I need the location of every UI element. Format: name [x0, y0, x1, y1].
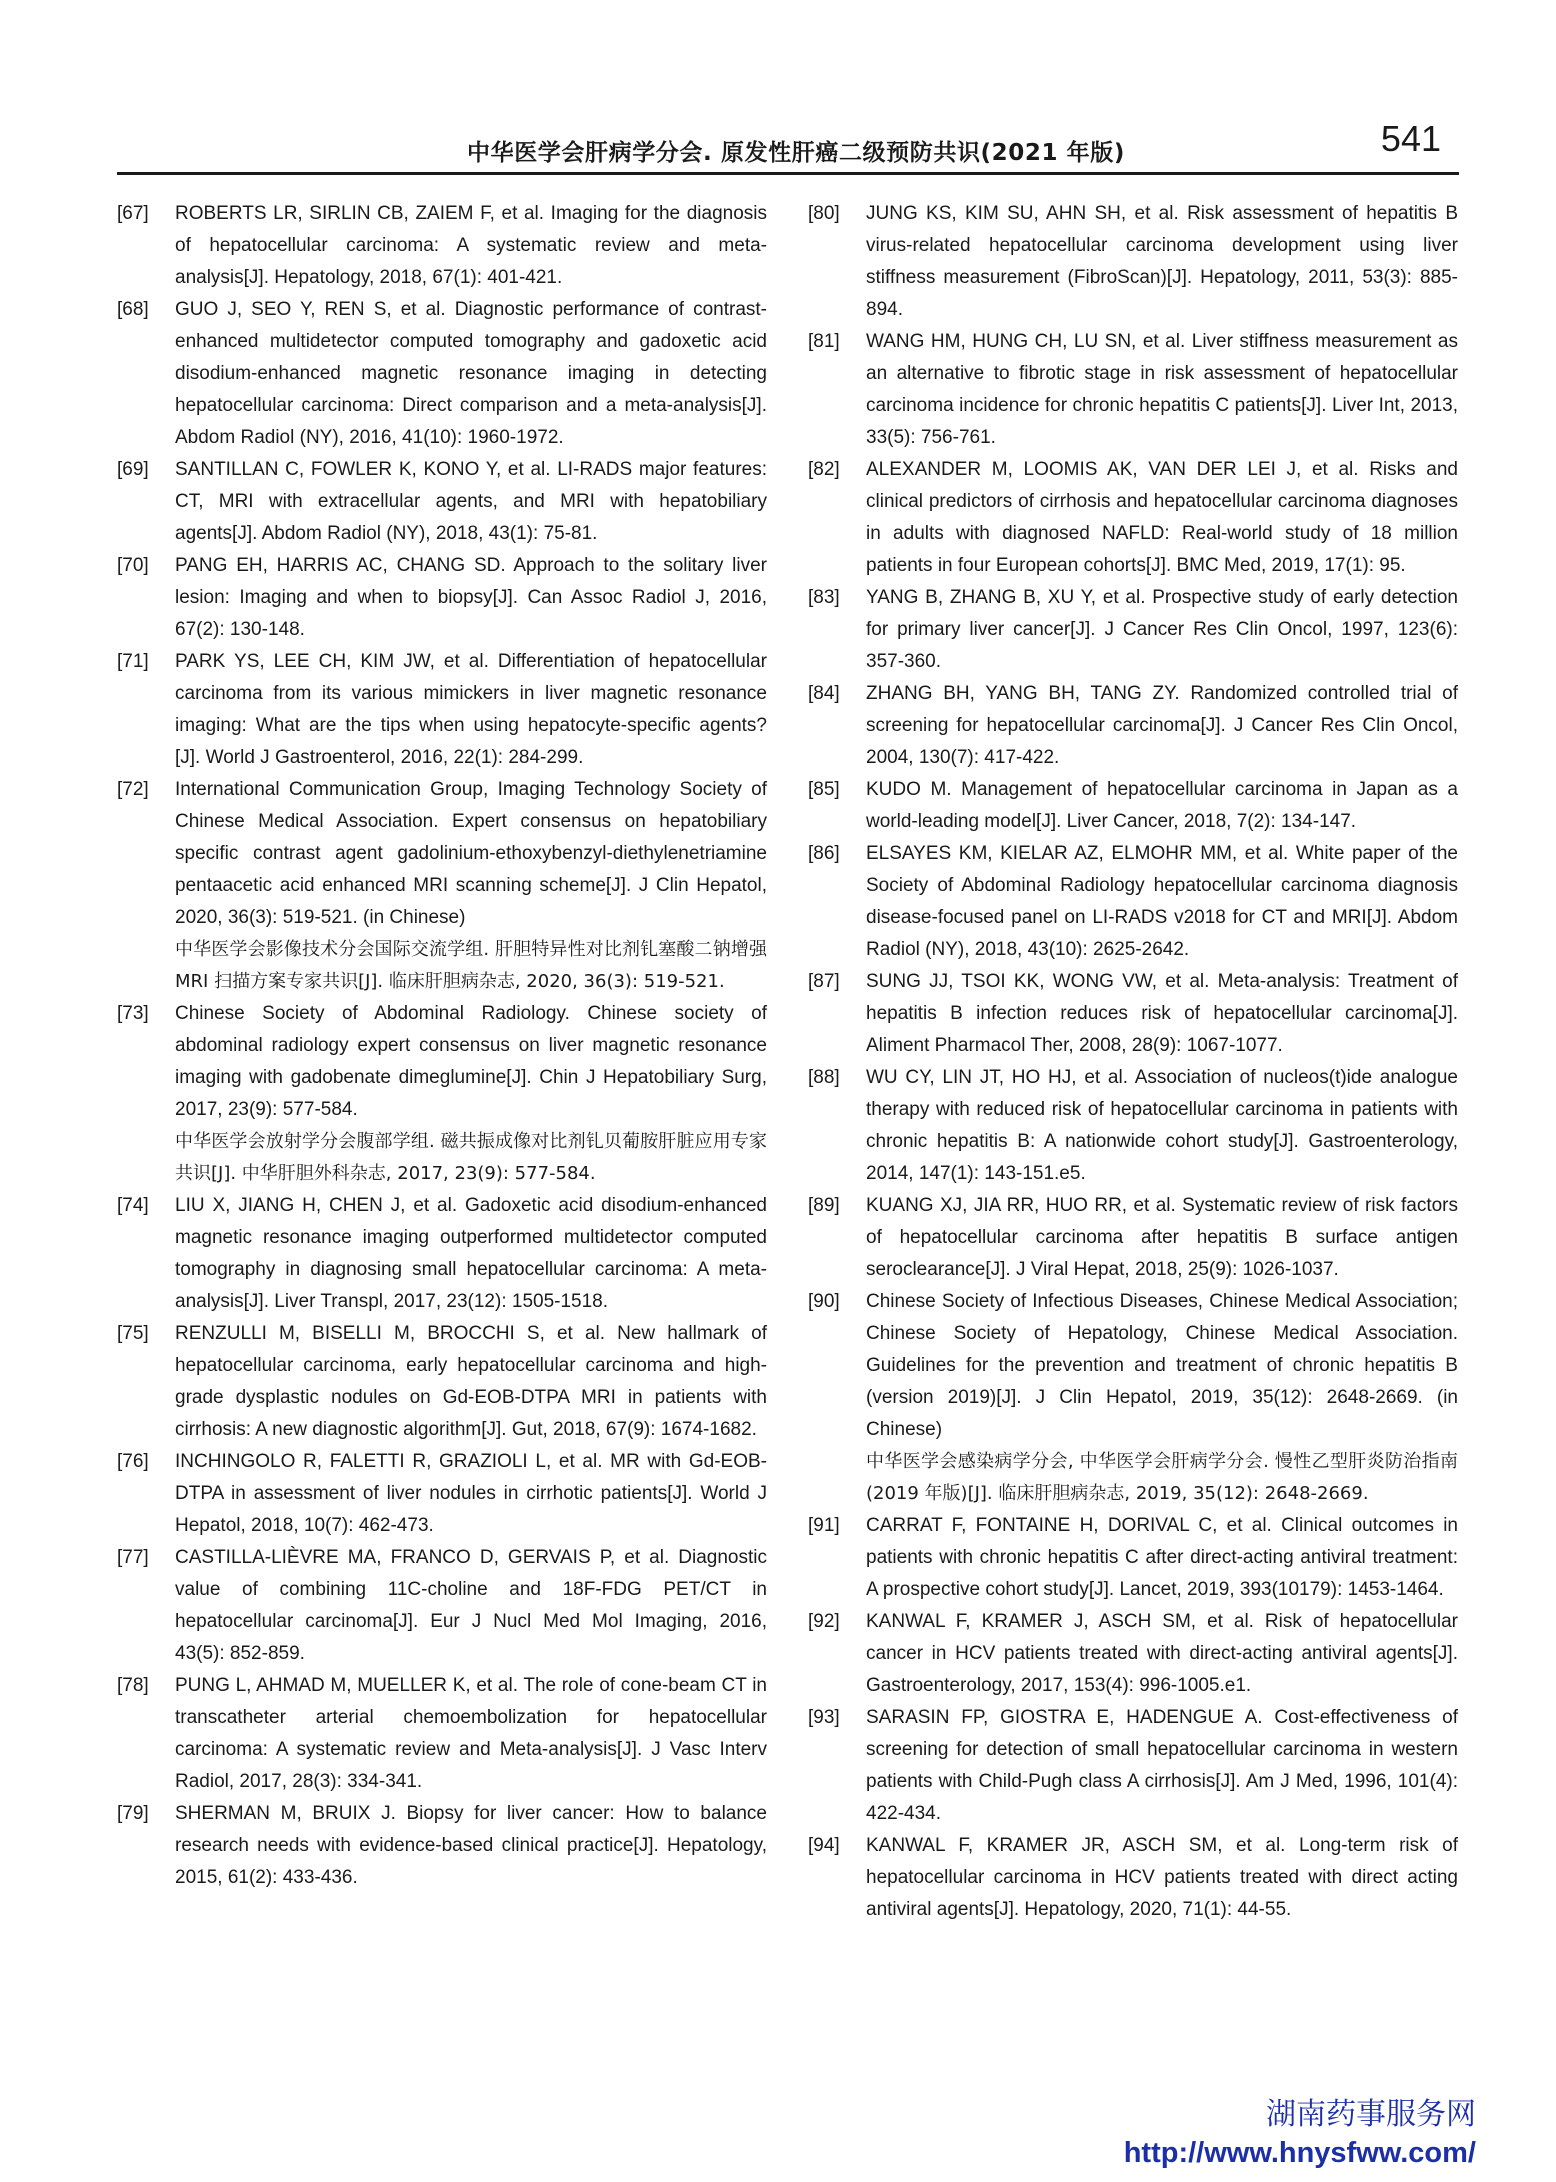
watermark-url[interactable]: http://www.hnysfww.com/ [1123, 2137, 1476, 2169]
reference-text: International Communication Group, Imaging Technology Society of Chinese Medical Association. Expert consensus on hepatobiliary specific contrast agent gadolinium-ethoxybenzyl-diethylenetriamine pentaacetic acid enhanced MRI scanning scheme[J]. J Clin Hepatol, 2020, 36(3): 519-521. (in Chinese) [175, 779, 767, 928]
reference-entry [117, 550, 767, 646]
reference-number: [92] [808, 1611, 840, 1632]
reference-entry [117, 998, 767, 1190]
reference-entry [117, 646, 767, 774]
reference-number: [82] [808, 459, 840, 480]
reference-chinese-text: 中华医学会放射学分会腹部学组. 磁共振成像对比剂钆贝葡胺肝脏应用专家共识[J]. 中华肝胆外科杂志, 2017, 23(9): 577-584. [175, 1131, 767, 1184]
watermark-site-name: 湖南药事服务网 [1266, 2097, 1476, 2132]
reference-text: LIU X, JIANG H, CHEN J, et al. Gadoxetic acid disodium-enhanced magnetic resonance imaging outperformed multidetector computed tomography in diagnosing small hepatocellular carcinoma: A meta-analysis[J]. Liver Transpl, 2017, 23(12): 1505-1518. [175, 1195, 767, 1312]
reference-number: [84] [808, 683, 840, 704]
reference-number: [78] [117, 1675, 149, 1696]
header-rule [117, 172, 1459, 175]
reference-number: [81] [808, 331, 840, 352]
reference-number: [87] [808, 971, 840, 992]
reference-entry [808, 1510, 1458, 1606]
reference-entry [117, 198, 767, 294]
reference-number: [85] [808, 779, 840, 800]
reference-text: SARASIN FP, GIOSTRA E, HADENGUE A. Cost-effectiveness of screening for detection of small hepatocellular carcinoma in western patients with Child-Pugh class A cirrhosis[J]. Am J Med, 1996, 101(4): 422-434. [866, 1707, 1458, 1824]
reference-number: [79] [117, 1803, 149, 1824]
reference-text: ALEXANDER M, LOOMIS AK, VAN DER LEI J, et al. Risks and clinical predictors of cirrhosis and hepatocellular carcinoma diagnoses in adults with diagnosed NAFLD: Real-world study of 18 million patients in four European cohorts[J]. BMC Med, 2019, 17(1): 95. [866, 459, 1458, 576]
reference-number: [80] [808, 203, 840, 224]
reference-text: YANG B, ZHANG B, XU Y, et al. Prospective study of early detection for primary liver cancer[J]. J Cancer Res Clin Oncol, 1997, 123(6): 357-360. [866, 587, 1458, 672]
reference-text: SUNG JJ, TSOI KK, WONG VW, et al. Meta-analysis: Treatment of hepatitis B infection reduces risk of hepatocellular carcinoma[J]. Aliment Pharmacol Ther, 2008, 28(9): 1067-1077. [866, 971, 1458, 1056]
reference-number: [77] [117, 1547, 149, 1568]
reference-entry [808, 326, 1458, 454]
reference-entry [808, 1702, 1458, 1830]
reference-text: CARRAT F, FONTAINE H, DORIVAL C, et al. Clinical outcomes in patients with chronic hepatitis C after direct-acting antiviral treatment: A prospective cohort study[J]. Lancet, 2019, 393(10179): 1453-1464. [866, 1515, 1458, 1600]
reference-text: INCHINGOLO R, FALETTI R, GRAZIOLI L, et al. MR with Gd-EOB-DTPA in assessment of liver nodules in cirrhotic patients[J]. World J Hepatol, 2018, 10(7): 462-473. [175, 1451, 767, 1536]
reference-text: GUO J, SEO Y, REN S, et al. Diagnostic performance of contrast-enhanced multidetector computed tomography and gadoxetic acid disodium-enhanced magnetic resonance imaging in detecting hepatocellular carcinoma: Direct comparison and a meta-analysis[J]. Abdom Radiol (NY), 2016, 41(10): 1960-1972. [175, 299, 767, 448]
reference-text: WANG HM, HUNG CH, LU SN, et al. Liver stiffness measurement as an alternative to fibrotic stage in risk assessment of hepatocellular carcinoma incidence for chronic hepatitis C patients[J]. Liver Int, 2013, 33(5): 756-761. [866, 331, 1458, 448]
reference-number: [91] [808, 1515, 840, 1536]
reference-text: SHERMAN M, BRUIX J. Biopsy for liver cancer: How to balance research needs with evidence-based clinical practice[J]. Hepatology, 2015, 61(2): 433-436. [175, 1803, 767, 1888]
reference-text: Chinese Society of Infectious Diseases, Chinese Medical Association; Chinese Society of Hepatology, Chinese Medical Association. Guidelines for the prevention and treatment of chronic hepatitis B (version 2019)[J]. J Clin Hepatol, 2019, 35(12): 2648-2669. (in Chinese) [866, 1291, 1458, 1440]
reference-chinese-text: 中华医学会影像技术分会国际交流学组. 肝胆特异性对比剂钆塞酸二钠增强 MRI 扫描方案专家共识[J]. 临床肝胆病杂志, 2020, 36(3): 519-521. [175, 939, 767, 992]
reference-text: PANG EH, HARRIS AC, CHANG SD. Approach to the solitary liver lesion: Imaging and when to biopsy[J]. Can Assoc Radiol J, 2016, 67(2): 130-148. [175, 555, 767, 640]
references-left-column [117, 198, 767, 1894]
reference-entry [117, 1318, 767, 1446]
reference-entry [808, 198, 1458, 326]
reference-entry [117, 1446, 767, 1542]
reference-text: PUNG L, AHMAD M, MUELLER K, et al. The role of cone-beam CT in transcatheter arterial chemoembolization for hepatocellular carcinoma: A systematic review and Meta-analysis[J]. J Vasc Interv Radiol, 2017, 28(3): 334-341. [175, 1675, 767, 1792]
reference-number: [89] [808, 1195, 840, 1216]
reference-number: [88] [808, 1067, 840, 1088]
running-header-title: 中华医学会肝病学分会. 原发性肝癌二级预防共识(2021 年版) [467, 140, 1125, 166]
reference-entry [808, 1286, 1458, 1510]
reference-text: KUANG XJ, JIA RR, HUO RR, et al. Systematic review of risk factors of hepatocellular carcinoma after hepatitis B surface antigen seroclearance[J]. J Viral Hepat, 2018, 25(9): 1026-1037. [866, 1195, 1458, 1280]
reference-entry [808, 582, 1458, 678]
reference-number: [71] [117, 651, 149, 672]
reference-text: ROBERTS LR, SIRLIN CB, ZAIEM F, et al. Imaging for the diagnosis of hepatocellular carcinoma: A systematic review and meta-analysis[J]. Hepatology, 2018, 67(1): 401-421. [175, 203, 767, 288]
reference-text: CASTILLA-LIÈVRE MA, FRANCO D, GERVAIS P, et al. Diagnostic value of combining 11C-choline and 18F-FDG PET/CT in hepatocellular carcinoma[J]. Eur J Nucl Med Mol Imaging, 2016, 43(5): 852-859. [175, 1547, 767, 1664]
reference-entry [808, 838, 1458, 966]
reference-text: RENZULLI M, BISELLI M, BROCCHI S, et al. New hallmark of hepatocellular carcinoma, early hepatocellular carcinoma and high-grade dysplastic nodules on Gd-EOB-DTPA MRI in patients with cirrhosis: A new diagnostic algorithm[J]. Gut, 2018, 67(9): 1674-1682. [175, 1323, 767, 1440]
reference-number: [83] [808, 587, 840, 608]
reference-text: KANWAL F, KRAMER JR, ASCH SM, et al. Long-term risk of hepatocellular carcinoma in HCV patients treated with direct acting antiviral agents[J]. Hepatology, 2020, 71(1): 44-55. [866, 1835, 1458, 1920]
reference-text: ELSAYES KM, KIELAR AZ, ELMOHR MM, et al. White paper of the Society of Abdominal Radiology hepatocellular carcinoma diagnosis disease-focused panel on LI-RADS v2018 for CT and MRI[J]. Abdom Radiol (NY), 2018, 43(10): 2625-2642. [866, 843, 1458, 960]
watermark [1124, 2096, 1476, 2172]
reference-entry [117, 1190, 767, 1318]
reference-entry [808, 678, 1458, 774]
reference-number: [94] [808, 1835, 840, 1856]
reference-entry [808, 1062, 1458, 1190]
reference-entry [808, 1606, 1458, 1702]
reference-chinese-text: 中华医学会感染病学分会, 中华医学会肝病学分会. 慢性乙型肝炎防治指南(2019 年版)[J]. 临床肝胆病杂志, 2019, 35(12): 2648-2669. [866, 1451, 1458, 1504]
references-right-column [808, 198, 1458, 1926]
reference-text: JUNG KS, KIM SU, AHN SH, et al. Risk assessment of hepatitis B virus-related hepatocellular carcinoma development using liver stiffness measurement (FibroScan)[J]. Hepatology, 2011, 53(3): 885-894. [866, 203, 1458, 320]
reference-entry [117, 1798, 767, 1894]
reference-text: WU CY, LIN JT, HO HJ, et al. Association of nucleos(t)ide analogue therapy with reduced risk of hepatocellular carcinoma in patients with chronic hepatitis B: A nationwide cohort study[J]. Gastroenterology, 2014, 147(1): 143-151.e5. [866, 1067, 1458, 1184]
reference-text: SANTILLAN C, FOWLER K, KONO Y, et al. LI-RADS major features: CT, MRI with extracellular agents, and MRI with hepatobiliary agents[J]. Abdom Radiol (NY), 2018, 43(1): 75-81. [175, 459, 767, 544]
reference-number: [93] [808, 1707, 840, 1728]
reference-entry [117, 1670, 767, 1798]
reference-number: [74] [117, 1195, 149, 1216]
reference-number: [86] [808, 843, 840, 864]
reference-number: [69] [117, 459, 149, 480]
reference-number: [73] [117, 1003, 149, 1024]
reference-number: [90] [808, 1291, 840, 1312]
reference-text: PARK YS, LEE CH, KIM JW, et al. Differentiation of hepatocellular carcinoma from its various mimickers in liver magnetic resonance imaging: What are the tips when using hepatocyte-specific agents? [J]. World J Gastroenterol, 2016, 22(1): 284-299. [175, 651, 767, 768]
reference-number: [75] [117, 1323, 149, 1344]
reference-text: KANWAL F, KRAMER J, ASCH SM, et al. Risk of hepatocellular cancer in HCV patients treated with direct-acting antiviral agents[J]. Gastroenterology, 2017, 153(4): 996-1005.e1. [866, 1611, 1458, 1696]
reference-text: Chinese Society of Abdominal Radiology. Chinese society of abdominal radiology expert consensus on liver magnetic resonance imaging with gadobenate dimeglumine[J]. Chin J Hepatobiliary Surg, 2017, 23(9): 577-584. [175, 1003, 767, 1120]
reference-entry [808, 774, 1458, 838]
reference-entry [117, 294, 767, 454]
reference-number: [68] [117, 299, 149, 320]
running-header [117, 118, 1459, 174]
reference-entry [808, 1190, 1458, 1286]
reference-entry [808, 1830, 1458, 1926]
page-number: 541 [1380, 118, 1441, 159]
reference-text: KUDO M. Management of hepatocellular carcinoma in Japan as a world-leading model[J]. Liver Cancer, 2018, 7(2): 134-147. [866, 779, 1458, 832]
reference-entry [117, 774, 767, 998]
reference-number: [76] [117, 1451, 149, 1472]
reference-number: [72] [117, 779, 149, 800]
reference-number: [67] [117, 203, 149, 224]
reference-entry [117, 454, 767, 550]
reference-text: ZHANG BH, YANG BH, TANG ZY. Randomized controlled trial of screening for hepatocellular carcinoma[J]. J Cancer Res Clin Oncol, 2004, 130(7): 417-422. [866, 683, 1458, 768]
reference-entry [808, 966, 1458, 1062]
reference-number: [70] [117, 555, 149, 576]
reference-entry [117, 1542, 767, 1670]
reference-entry [808, 454, 1458, 582]
